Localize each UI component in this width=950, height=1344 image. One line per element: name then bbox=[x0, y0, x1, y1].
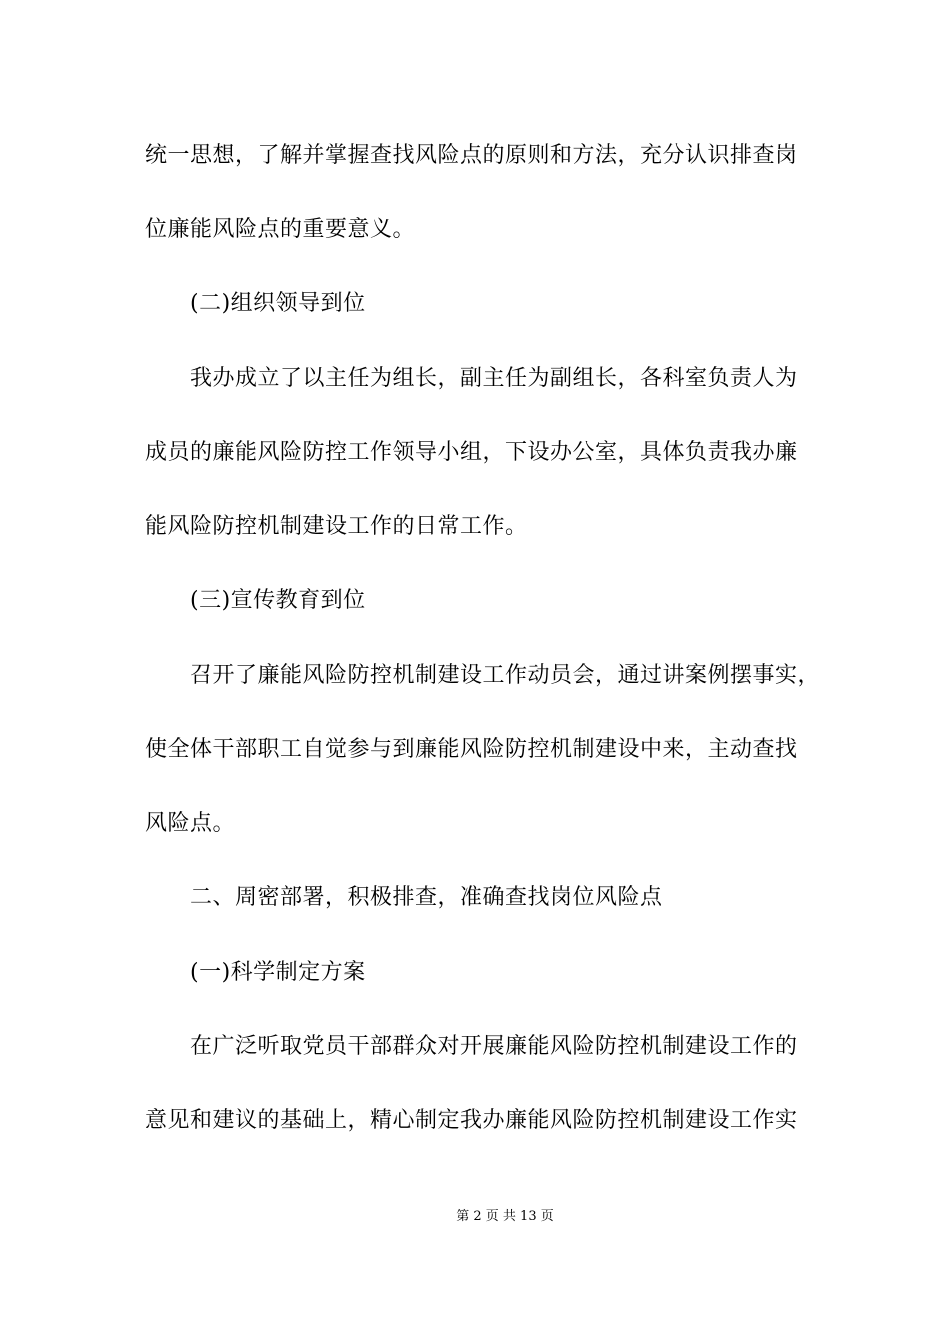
text-line: 统一思想，了解并掌握查找风险点的原则和方法，充分认识排查岗 bbox=[145, 143, 798, 168]
section-heading: (三)宣传教育到位 bbox=[190, 588, 366, 613]
text-line: 意见和建议的基础上，精心制定我办廉能风险防控机制建设工作实 bbox=[145, 1108, 798, 1133]
page-number: 第 2 页 共 13 页 bbox=[456, 1209, 554, 1224]
text-line: 使全体干部职工自觉参与到廉能风险防控机制建设中来，主动查找 bbox=[145, 737, 798, 762]
text-line: 成员的廉能风险防控工作领导小组，下设办公室，具体负责我办廉 bbox=[145, 440, 798, 465]
text-line: 风险点。 bbox=[145, 811, 236, 836]
text-line: 我办成立了以主任为组长，副主任为副组长，各科室负责人为 bbox=[190, 366, 798, 391]
text-line: 能风险防控机制建设工作的日常工作。 bbox=[145, 514, 528, 539]
text-line: 在广泛听取党员干部群众对开展廉能风险防控机制建设工作的 bbox=[190, 1034, 798, 1059]
text-line: 召开了廉能风险防控机制建设工作动员会，通过讲案例摆事实， bbox=[190, 663, 821, 688]
section-heading: 二、周密部署，积极排查，准确查找岗位风险点 bbox=[190, 885, 663, 910]
section-heading: (二)组织领导到位 bbox=[190, 291, 366, 316]
text-line: 位廉能风险点的重要意义。 bbox=[145, 217, 416, 242]
section-heading: (一)科学制定方案 bbox=[190, 960, 366, 985]
